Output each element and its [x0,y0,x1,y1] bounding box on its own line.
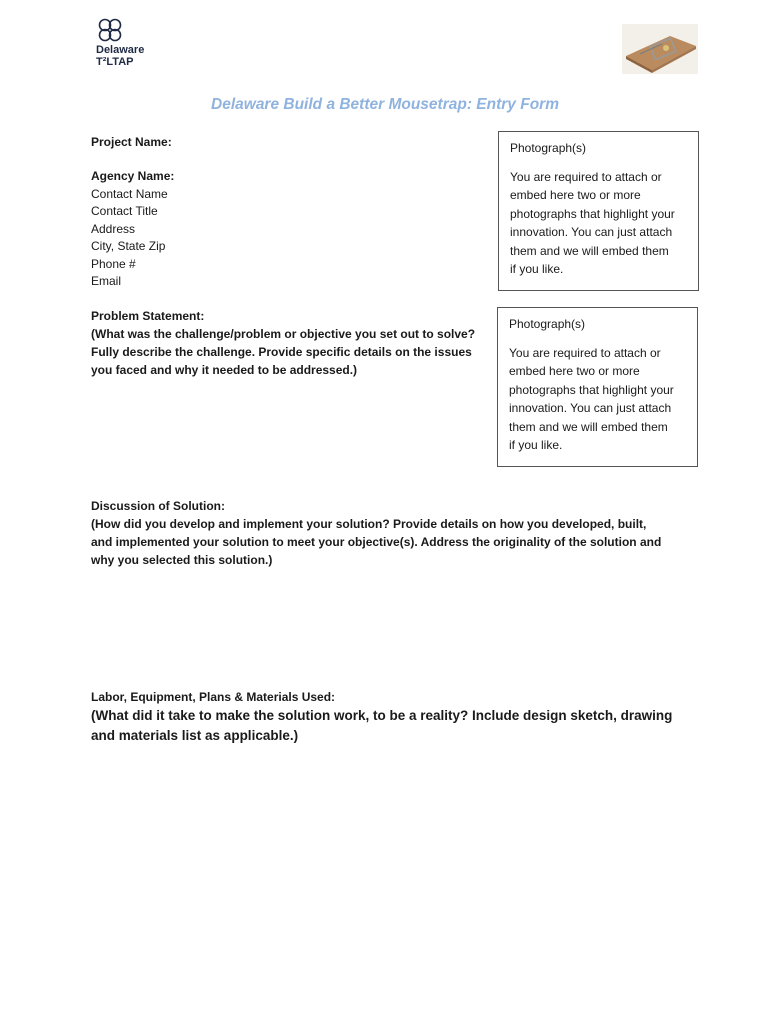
labor-materials-text: (What did it take to make the solution work, to be a reality? Include design sketch, drawing [91,708,673,723]
problem-statement-text: you faced and why it needed to be addressed.) [91,363,358,377]
photograph-box-1-text: You are required to attach or [510,169,662,184]
logo-mark-icon [97,18,123,42]
city-state-zip-line: City, State Zip [91,239,166,253]
agency-name-label: Agency Name: [91,169,175,183]
photograph-box-2-heading: Photograph(s) [509,317,586,331]
contact-info-list [91,186,168,291]
logo-line-2: T²LTAP [96,56,134,68]
email-line: Email [91,274,122,288]
problem-statement-heading: Problem Statement: [91,309,205,323]
photograph-box-2-text: embed here two or more [509,364,640,378]
photograph-box-2-text: innovation. You can just attach [509,401,672,415]
address-line: Address [91,221,136,236]
project-name-label: Project Name: [91,135,172,149]
photograph-box-2[interactable] [497,307,698,467]
problem-statement-text: (What was the challenge/problem or objective you set out to solve? [91,327,476,341]
discussion-of-solution-text: (How did you develop and implement your solution? Provide details on how you developed, built, [91,517,647,531]
logo-line-1: Delaware [96,44,145,56]
labor-materials-text: and materials list as applicable.) [91,728,299,743]
problem-statement-section [91,307,475,379]
contact-name-line: Contact Name [91,186,168,201]
photograph-box-1[interactable] [498,131,699,291]
photograph-box-2-text: if you like. [509,438,563,452]
discussion-of-solution-text: why you selected this solution.) [91,553,273,567]
page-title: Delaware Build a Better Mousetrap: Entry Form [211,96,559,113]
mousetrap-photo [622,24,698,74]
photograph-box-2-text: photographs that highlight your [509,382,674,397]
phone-line: Phone # [91,256,136,271]
photograph-box-1-text: embed here two or more [510,188,641,202]
photograph-box-1-heading: Photograph(s) [510,141,587,155]
photograph-box-1-text: innovation. You can just attach [510,225,673,239]
discussion-of-solution-text: and implemented your solution to meet your objective(s). Address the originality of the solution and [91,535,662,549]
photograph-box-2-text: them and we will embed them [509,419,668,434]
discussion-of-solution-heading: Discussion of Solution: [91,499,225,513]
delaware-t2ltap-logo [96,18,156,68]
photograph-box-2-text: You are required to attach or [509,345,661,360]
contact-title-line: Contact Title [91,204,158,218]
problem-statement-text: Fully describe the challenge. Provide specific details on the issues [91,345,472,359]
photograph-box-1-text: photographs that highlight your [510,206,675,221]
labor-materials-section [91,706,672,746]
photograph-box-1-text: them and we will embed them [510,243,669,258]
discussion-of-solution-section [91,497,661,569]
labor-materials-heading: Labor, Equipment, Plans & Materials Used: [91,690,336,704]
photograph-box-1-text: if you like. [510,262,564,276]
